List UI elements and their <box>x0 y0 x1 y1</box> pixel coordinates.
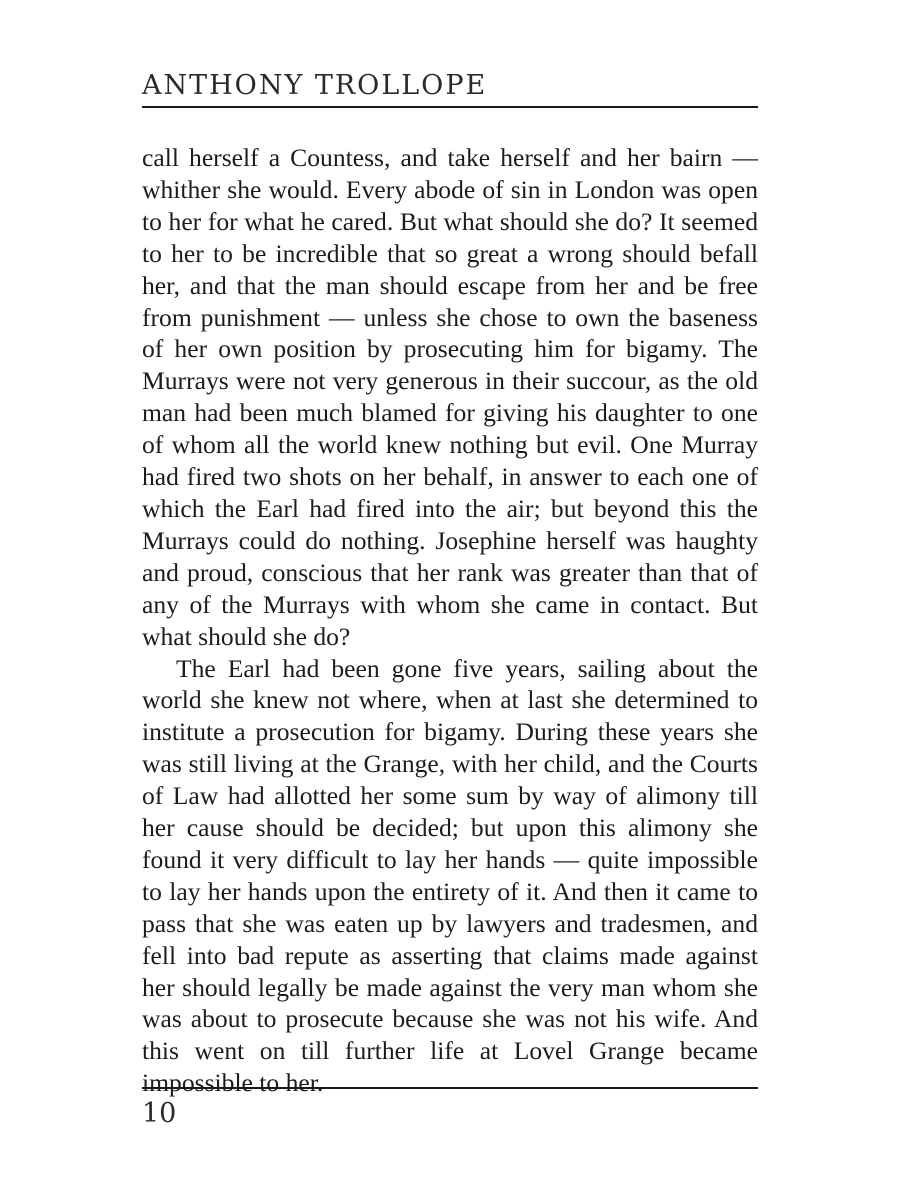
header-rule <box>142 106 758 108</box>
paragraph: The Earl had been gone five years, sailing about the world she knew not where, when at last she determined to institute a prosecution for bigamy. During these years she was still living at the Grange, with her child, and the Courts of Law had allotted her some sum by way of alimony till her cause should be decided; but upon this alimony she found it very difficult to lay her hands — quite impossible to lay her hands upon the entirety of it. And then it came to pass that she was eaten up by lawyers and tradesmen, and fell into bad repute as asserting that claims made against her should legally be made against the very man whom she was about to prosecute because she was not his wife. And this went on till further life at Lovel Grange became impossible to her. <box>142 653 758 1098</box>
running-head: ANTHONY TROLLOPE <box>142 70 488 101</box>
footer-rule <box>142 1087 758 1089</box>
paragraph: call herself a Countess, and take herself and her bairn — whither she would. Every abode of sin in London was open to her for what he cared. But what should she do? It seemed to her to be incredible that so great a wrong should befall her, and that the man should escape from her and be free from punishment — unless she chose to own the baseness of her own position by prosecuting him for bigamy. The Murrays were not very generous in their succour, as the old man had been much blamed for giving his daughter to one of whom all the world knew nothing but evil. One Murray had fired two shots on her behalf, in answer to each one of which the Earl had fired into the air; but beyond this the Murrays could do nothing. Josephine herself was haughty and proud, conscious that her rank was greater than that of any of the Murrays with whom she came in contact. But what should she do? <box>142 143 758 651</box>
page-number: 10 <box>142 1098 177 1129</box>
body-text <box>142 142 758 1099</box>
